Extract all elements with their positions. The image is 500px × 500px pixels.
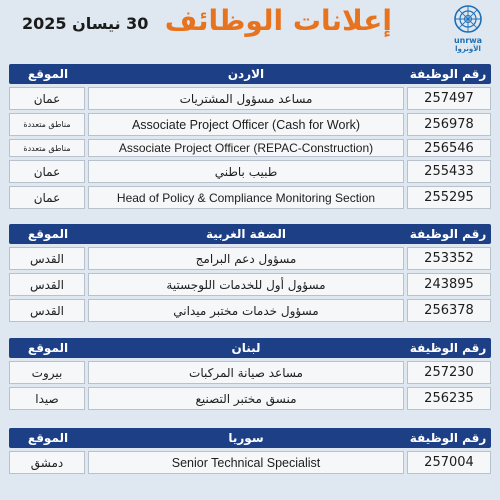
job-title-cell: مسؤول دعم البرامج <box>88 247 404 270</box>
job-number-column-header: رقم الوظيفة <box>409 431 487 445</box>
job-title-cell: مسؤول أول للخدمات اللوجستية <box>88 273 404 296</box>
table-row[interactable] <box>9 247 491 270</box>
section-name: الاردن <box>227 67 265 81</box>
location-cell: القدس <box>9 299 85 322</box>
job-number-cell: 256378 <box>407 299 491 322</box>
section-header <box>9 428 491 448</box>
job-title-cell: Head of Policy & Compliance Monitoring Section <box>88 186 404 209</box>
location-cell: مناطق متعددة <box>9 139 85 157</box>
section-header <box>9 64 491 84</box>
job-number-cell: 257230 <box>407 361 491 384</box>
table-row[interactable] <box>9 451 491 474</box>
job-number-column-header: رقم الوظيفة <box>409 227 487 241</box>
job-number-cell: 256546 <box>407 139 491 157</box>
job-title-cell: Associate Project Officer (Cash for Work) <box>88 113 404 136</box>
logo-text-ar: الأونروا <box>455 45 481 53</box>
job-number-cell: 255295 <box>407 186 491 209</box>
section-lebanon <box>9 338 491 410</box>
un-emblem-icon <box>453 4 483 34</box>
section-name: لبنان <box>231 341 261 355</box>
table-row[interactable] <box>9 160 491 183</box>
job-number-cell: 255433 <box>407 160 491 183</box>
announcement-date: 30 نيسان 2025 <box>22 14 149 33</box>
job-number-cell: 257004 <box>407 451 491 474</box>
location-cell: القدس <box>9 273 85 296</box>
location-cell: عمان <box>9 87 85 110</box>
section-syria <box>9 428 491 474</box>
location-column-header: الموقع <box>27 431 69 445</box>
section-name: الضفة الغربية <box>205 227 287 241</box>
job-title-cell: Senior Technical Specialist <box>88 451 404 474</box>
location-cell: دمشق <box>9 451 85 474</box>
section-header <box>9 338 491 358</box>
table-row[interactable] <box>9 361 491 384</box>
location-cell: صيدا <box>9 387 85 410</box>
page-title: إعلانات الوظائف <box>164 4 392 37</box>
job-title-cell: Associate Project Officer (REPAC-Construction) <box>88 139 404 157</box>
table-row[interactable] <box>9 186 491 209</box>
location-column-header: الموقع <box>27 227 69 241</box>
job-number-column-header: رقم الوظيفة <box>409 341 487 355</box>
location-cell: القدس <box>9 247 85 270</box>
unrwa-logo <box>444 4 492 56</box>
job-number-column-header: رقم الوظيفة <box>409 67 487 81</box>
section-jordan <box>9 64 491 209</box>
location-cell: مناطق متعددة <box>9 113 85 136</box>
location-column-header: الموقع <box>27 341 69 355</box>
job-number-cell: 253352 <box>407 247 491 270</box>
job-number-cell: 243895 <box>407 273 491 296</box>
location-column-header: الموقع <box>27 67 69 81</box>
table-row[interactable] <box>9 299 491 322</box>
job-title-cell: مساعد مسؤول المشتريات <box>88 87 404 110</box>
section-west-bank <box>9 224 491 322</box>
table-row[interactable] <box>9 273 491 296</box>
location-cell: عمان <box>9 186 85 209</box>
job-title-cell: طبيب باطني <box>88 160 404 183</box>
job-title-cell: مساعد صيانة المركبات <box>88 361 404 384</box>
location-cell: عمان <box>9 160 85 183</box>
logo-text-en: unrwa <box>453 36 483 45</box>
table-row[interactable] <box>9 87 491 110</box>
job-number-cell: 256978 <box>407 113 491 136</box>
section-name: سوريا <box>228 431 264 445</box>
job-number-cell: 257497 <box>407 87 491 110</box>
table-row[interactable] <box>9 113 491 136</box>
job-title-cell: منسق مختبر التصنيع <box>88 387 404 410</box>
job-title-cell: مسؤول خدمات مختبر ميداني <box>88 299 404 322</box>
table-row[interactable] <box>9 387 491 410</box>
page-header <box>0 0 500 56</box>
table-row[interactable] <box>9 139 491 157</box>
section-header <box>9 224 491 244</box>
location-cell: بيروت <box>9 361 85 384</box>
job-number-cell: 256235 <box>407 387 491 410</box>
